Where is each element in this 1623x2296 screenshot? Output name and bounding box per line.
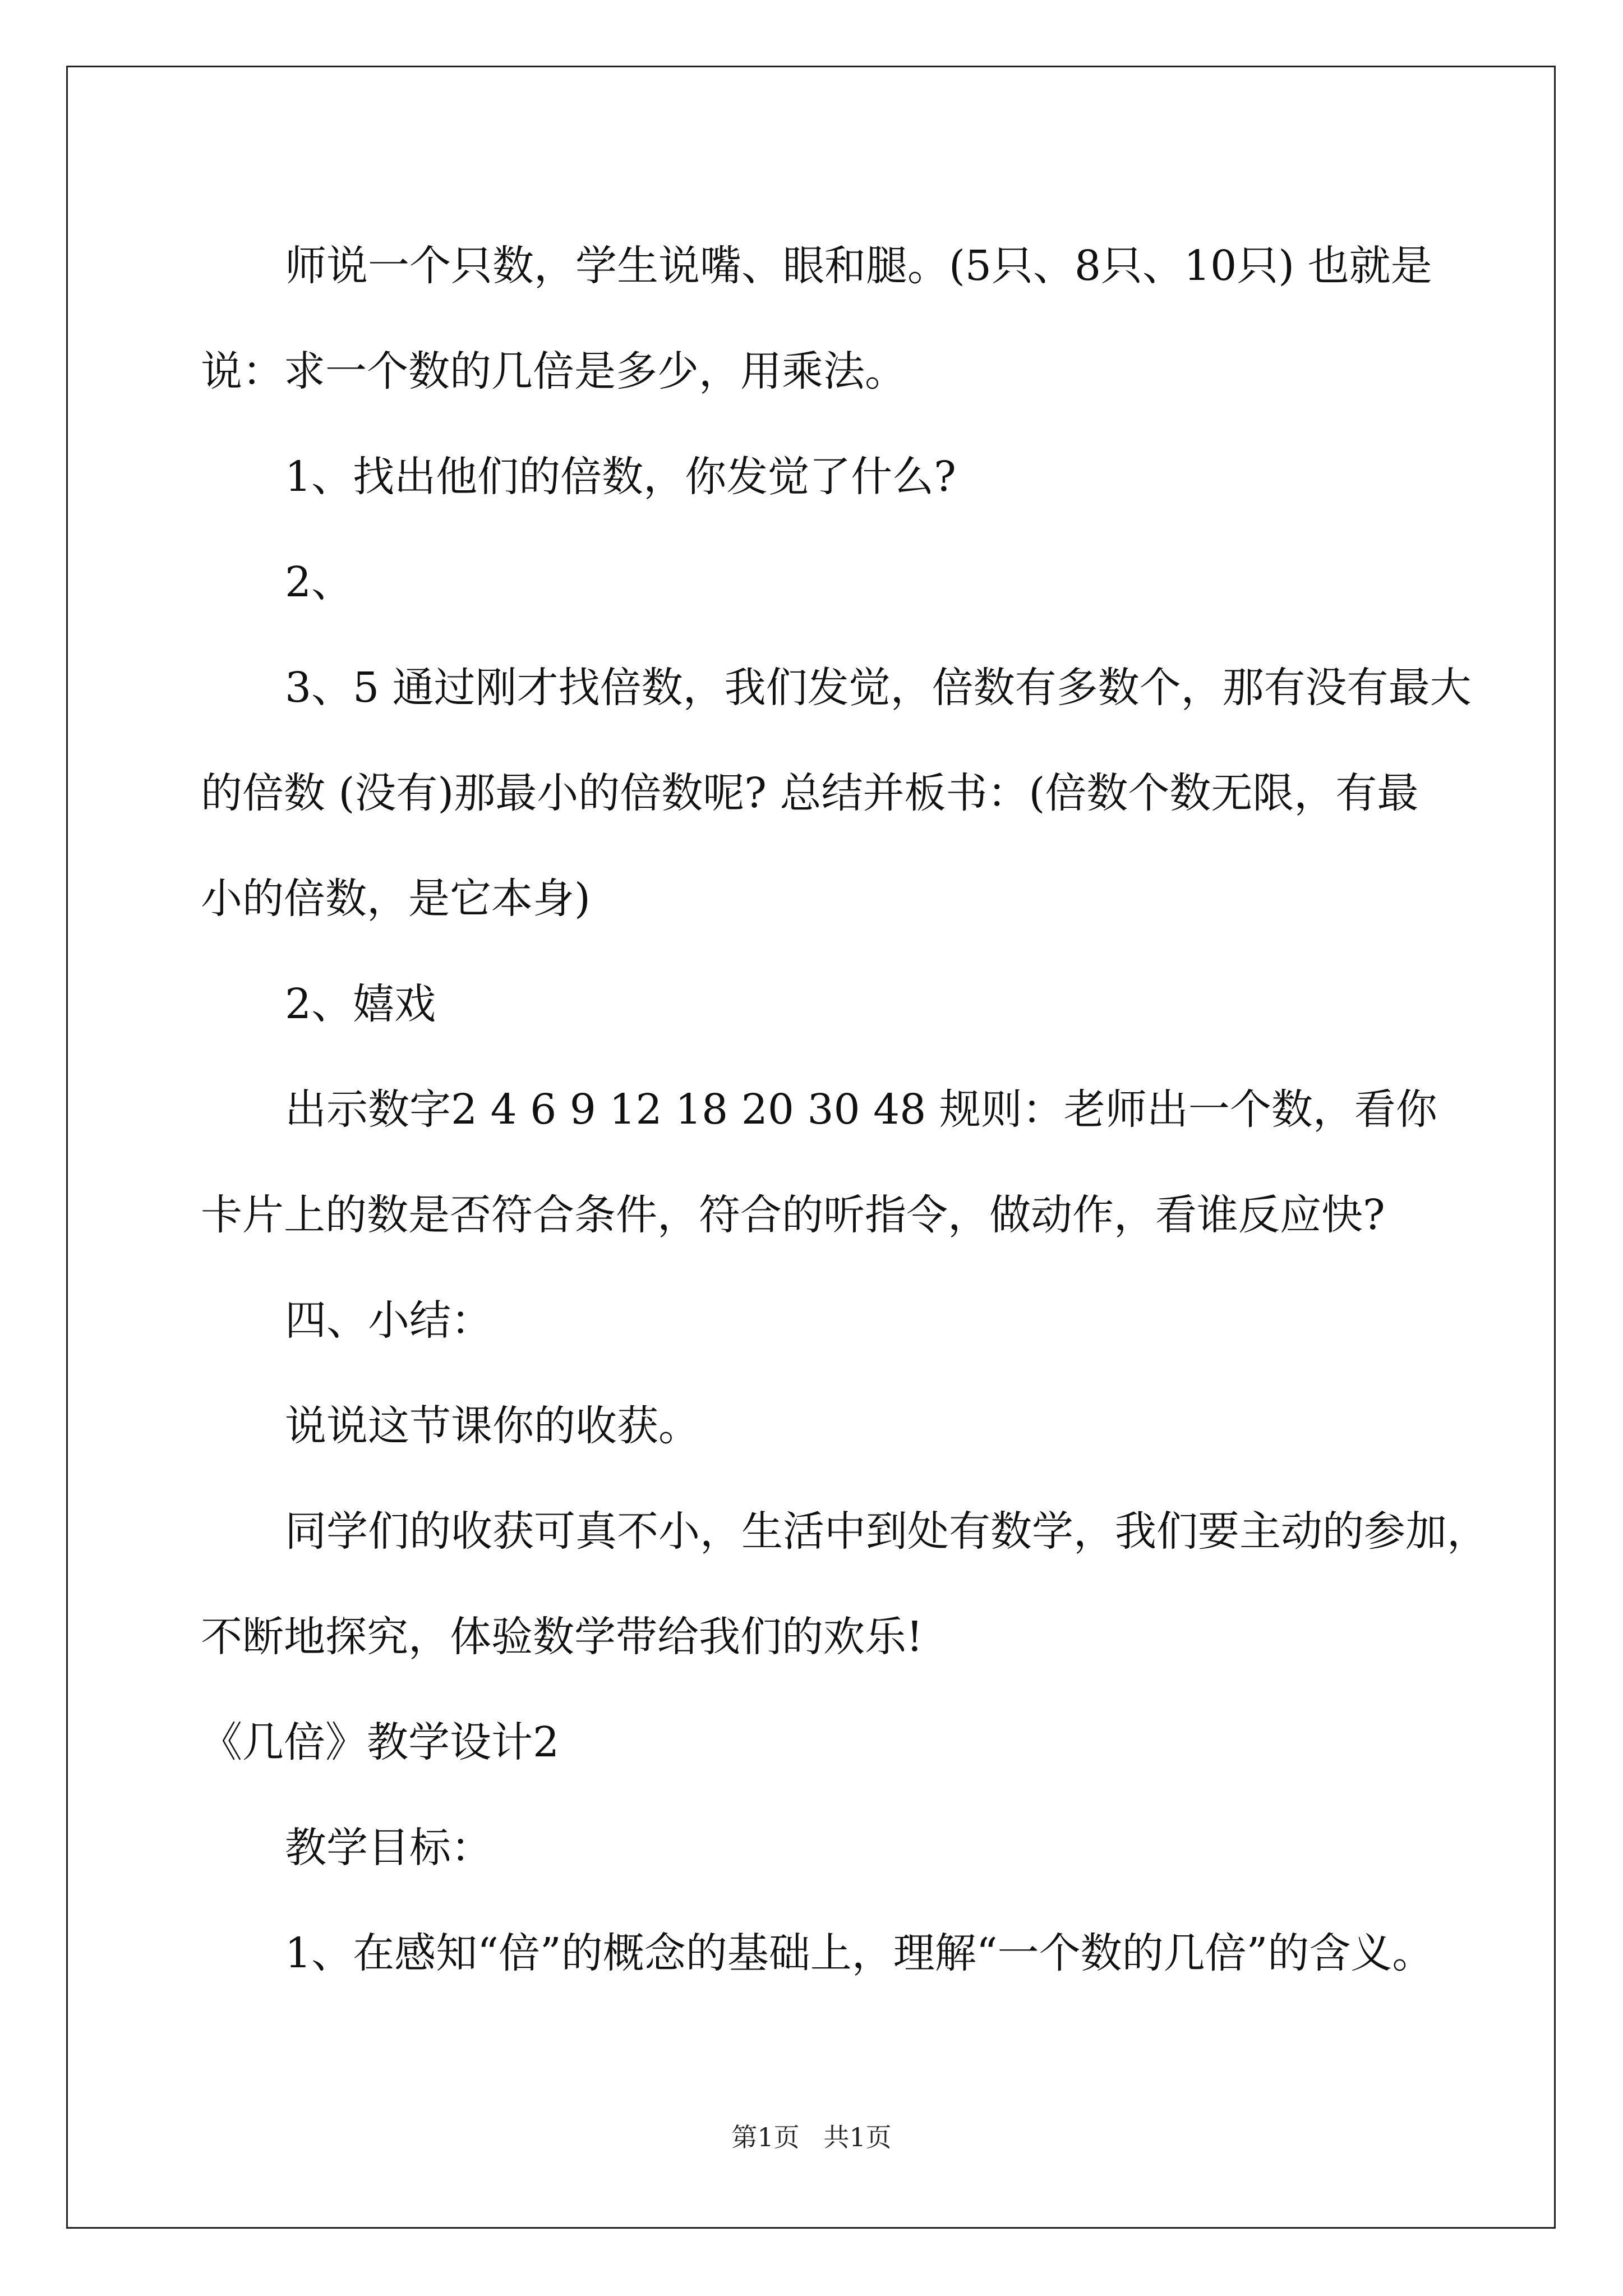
paragraph: 师说一个只数，学生说嘴、眼和腿。(5只、8只、10只) 也就是 (285, 242, 1432, 290)
paragraph: 出示数字2 4 6 9 12 18 20 30 48 规则：老师出一个数，看你 (285, 1085, 1437, 1134)
paragraph: 同学们的收获可真不小，生活中到处有数学，我们要主动的参加， (285, 1507, 1488, 1556)
paragraph: 2、嬉戏 (285, 980, 436, 1028)
paragraph: 教学目标： (285, 1824, 492, 1872)
section-heading: 《几倍》教学设计2 (201, 1718, 560, 1766)
paragraph: 不断地探究，体验数学带给我们的欢乐! (201, 1613, 923, 1661)
paragraph: 说说这节课你的收获。 (285, 1402, 700, 1450)
page-number: 第1页 (731, 2122, 800, 2152)
page-total: 共1页 (823, 2122, 892, 2152)
paragraph: 说：求一个数的几倍是多少，用乘法。 (201, 347, 906, 395)
paragraph: 四、小结： (285, 1296, 492, 1345)
paragraph: 小的倍数，是它本身) (201, 875, 591, 923)
document-body (201, 213, 1507, 2006)
page-footer (0, 2120, 1623, 2154)
paragraph: 3、5 通过刚才找倍数，我们发觉，倍数有多数个，那有没有最大 (285, 664, 1472, 712)
paragraph: 的倍数 (没有)那最小的倍数呢? 总结并板书：(倍数个数无限，有最 (201, 769, 1419, 817)
paragraph: 1、找出他们的倍数，你发觉了什么? (285, 453, 956, 501)
paragraph: 2、 (285, 558, 353, 606)
paragraph: 1、在感知“倍”的概念的基础上，理解“一个数的几倍”的含义。 (285, 1929, 1434, 1977)
paragraph: 卡片上的数是否符合条件，符合的听指令，做动作，看谁反应快? (201, 1191, 1385, 1239)
